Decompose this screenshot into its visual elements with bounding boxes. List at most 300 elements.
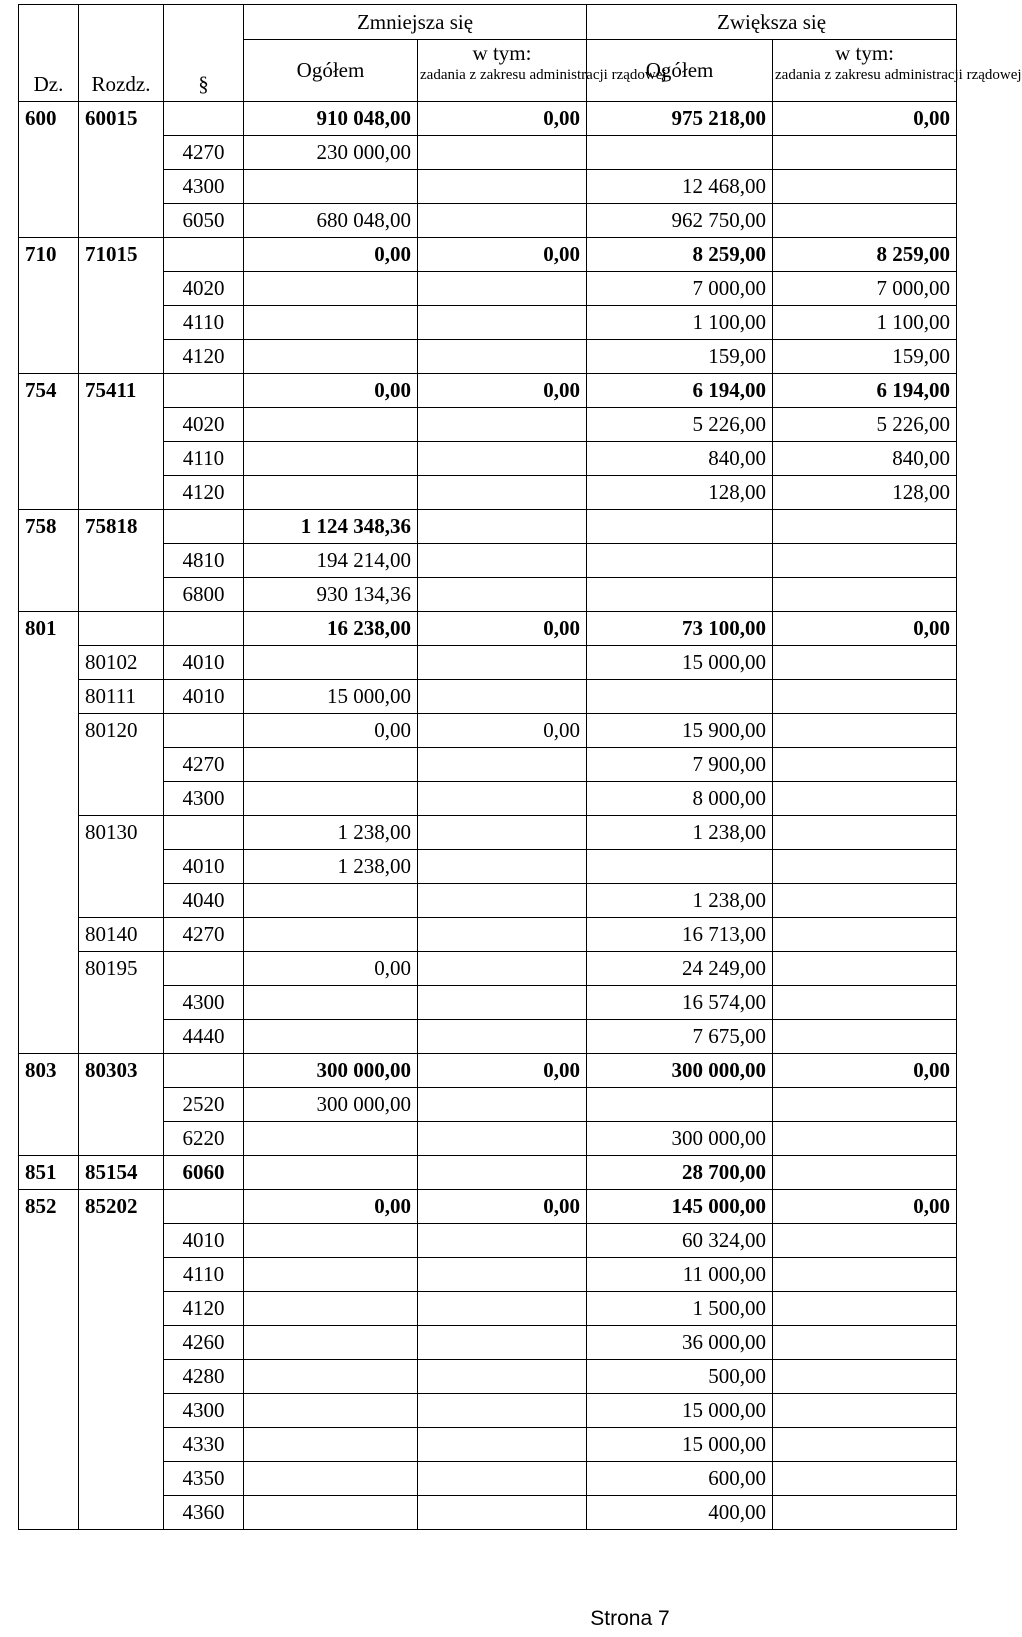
cell-dz — [19, 306, 79, 340]
cell-paragraph: 4360 — [164, 1496, 244, 1530]
increase-in-that-label: w tym: — [773, 40, 957, 68]
cell-dz — [19, 748, 79, 782]
header-corner — [19, 5, 79, 40]
cell-decrease-total — [244, 1462, 418, 1496]
cell-dz — [19, 1428, 79, 1462]
cell-rozdz: 80111 — [79, 680, 164, 714]
cell-decrease-total: 194 214,00 — [244, 544, 418, 578]
cell-paragraph: 6220 — [164, 1122, 244, 1156]
cell-increase-total: 840,00 — [587, 442, 773, 476]
decrease-header: Zmniejsza się — [244, 5, 587, 40]
cell-paragraph: 4280 — [164, 1360, 244, 1394]
table-row — [19, 1190, 957, 1224]
cell-increase-gov — [773, 986, 957, 1020]
cell-decrease-total — [244, 646, 418, 680]
cell-decrease-total — [244, 1122, 418, 1156]
cell-decrease-total — [244, 884, 418, 918]
cell-increase-gov — [773, 204, 957, 238]
cell-paragraph: 4020 — [164, 272, 244, 306]
cell-decrease-total: 0,00 — [244, 1190, 418, 1224]
cell-dz — [19, 1360, 79, 1394]
cell-decrease-gov — [418, 408, 587, 442]
cell-increase-gov — [773, 1360, 957, 1394]
cell-decrease-gov — [418, 1462, 587, 1496]
cell-dz — [19, 578, 79, 612]
table-row — [19, 1224, 957, 1258]
cell-rozdz — [79, 1394, 164, 1428]
cell-decrease-total — [244, 1496, 418, 1530]
cell-paragraph: 6800 — [164, 578, 244, 612]
cell-decrease-total: 0,00 — [244, 374, 418, 408]
cell-decrease-gov — [418, 578, 587, 612]
cell-rozdz: 71015 — [79, 238, 164, 272]
cell-rozdz — [79, 306, 164, 340]
cell-paragraph: 4260 — [164, 1326, 244, 1360]
table-row — [19, 238, 957, 272]
cell-decrease-gov: 0,00 — [418, 714, 587, 748]
increase-gov-tasks-header: zadania z zakresu administracji rządowej — [773, 67, 957, 102]
cell-rozdz — [79, 782, 164, 816]
cell-decrease-gov — [418, 952, 587, 986]
table-row — [19, 272, 957, 306]
cell-dz — [19, 1496, 79, 1530]
cell-rozdz — [79, 442, 164, 476]
cell-dz — [19, 1292, 79, 1326]
cell-increase-gov — [773, 170, 957, 204]
cell-decrease-gov — [418, 1088, 587, 1122]
cell-increase-gov — [773, 714, 957, 748]
cell-increase-total: 300 000,00 — [587, 1122, 773, 1156]
cell-decrease-total: 1 124 348,36 — [244, 510, 418, 544]
increase-header: Zwiększa się — [587, 5, 957, 40]
cell-increase-gov: 1 100,00 — [773, 306, 957, 340]
cell-paragraph — [164, 102, 244, 136]
rozdz-header: Rozdz. — [79, 67, 164, 102]
increase-total-header: Ogółem — [587, 40, 773, 102]
cell-increase-total: 7 675,00 — [587, 1020, 773, 1054]
cell-rozdz: 80195 — [79, 952, 164, 986]
cell-increase-gov — [773, 1258, 957, 1292]
cell-dz — [19, 884, 79, 918]
cell-decrease-total: 0,00 — [244, 952, 418, 986]
cell-increase-gov: 0,00 — [773, 1054, 957, 1088]
table-row — [19, 1394, 957, 1428]
page-number: Strona 7 — [590, 1607, 670, 1630]
cell-dz — [19, 544, 79, 578]
cell-paragraph: 4010 — [164, 1224, 244, 1258]
cell-decrease-gov — [418, 476, 587, 510]
cell-decrease-gov — [418, 986, 587, 1020]
cell-paragraph: 4300 — [164, 782, 244, 816]
cell-decrease-total: 15 000,00 — [244, 680, 418, 714]
cell-increase-gov: 0,00 — [773, 612, 957, 646]
cell-rozdz: 80120 — [79, 714, 164, 748]
table-row — [19, 408, 957, 442]
cell-dz — [19, 204, 79, 238]
cell-decrease-gov — [418, 340, 587, 374]
cell-decrease-gov: 0,00 — [418, 238, 587, 272]
cell-decrease-total: 16 238,00 — [244, 612, 418, 646]
cell-decrease-gov — [418, 748, 587, 782]
cell-decrease-gov — [418, 1394, 587, 1428]
table-row — [19, 1088, 957, 1122]
cell-rozdz — [79, 1360, 164, 1394]
cell-increase-gov — [773, 1224, 957, 1258]
cell-rozdz — [79, 1292, 164, 1326]
table-row — [19, 850, 957, 884]
table-row — [19, 306, 957, 340]
cell-dz: 803 — [19, 1054, 79, 1088]
cell-rozdz — [79, 408, 164, 442]
cell-rozdz: 85154 — [79, 1156, 164, 1190]
cell-increase-gov — [773, 816, 957, 850]
cell-dz — [19, 782, 79, 816]
cell-rozdz — [79, 612, 164, 646]
cell-decrease-total — [244, 306, 418, 340]
cell-increase-total: 8 259,00 — [587, 238, 773, 272]
cell-dz — [19, 476, 79, 510]
table-row — [19, 578, 957, 612]
cell-paragraph: 4010 — [164, 850, 244, 884]
cell-paragraph — [164, 1190, 244, 1224]
cell-increase-gov — [773, 680, 957, 714]
cell-decrease-gov — [418, 646, 587, 680]
cell-increase-total: 73 100,00 — [587, 612, 773, 646]
cell-decrease-total: 300 000,00 — [244, 1088, 418, 1122]
cell-increase-total: 962 750,00 — [587, 204, 773, 238]
table-header — [19, 5, 1022, 102]
cell-rozdz: 60015 — [79, 102, 164, 136]
cell-decrease-total — [244, 1258, 418, 1292]
cell-increase-total: 400,00 — [587, 1496, 773, 1530]
cell-paragraph: 4300 — [164, 986, 244, 1020]
cell-dz — [19, 850, 79, 884]
table-row — [19, 510, 957, 544]
cell-increase-gov — [773, 1088, 957, 1122]
cell-increase-total: 1 238,00 — [587, 816, 773, 850]
cell-paragraph: 4120 — [164, 1292, 244, 1326]
cell-increase-gov: 5 226,00 — [773, 408, 957, 442]
cell-increase-gov: 0,00 — [773, 1190, 957, 1224]
cell-decrease-total — [244, 476, 418, 510]
cell-decrease-gov: 0,00 — [418, 612, 587, 646]
table-row — [19, 918, 957, 952]
cell-increase-total — [587, 544, 773, 578]
table-row — [19, 1156, 957, 1190]
cell-increase-total — [587, 850, 773, 884]
table-row — [19, 476, 957, 510]
cell-increase-total: 300 000,00 — [587, 1054, 773, 1088]
cell-dz: 851 — [19, 1156, 79, 1190]
cell-increase-gov — [773, 1496, 957, 1530]
cell-decrease-gov — [418, 1258, 587, 1292]
cell-paragraph: 4270 — [164, 136, 244, 170]
cell-decrease-total — [244, 170, 418, 204]
cell-increase-gov — [773, 1156, 957, 1190]
cell-decrease-gov — [418, 782, 587, 816]
cell-increase-total: 12 468,00 — [587, 170, 773, 204]
cell-decrease-gov — [418, 1020, 587, 1054]
cell-increase-gov — [773, 952, 957, 986]
cell-paragraph — [164, 816, 244, 850]
cell-paragraph: 4270 — [164, 748, 244, 782]
cell-decrease-total — [244, 748, 418, 782]
cell-dz: 710 — [19, 238, 79, 272]
cell-paragraph — [164, 612, 244, 646]
cell-dz — [19, 1462, 79, 1496]
table-row — [19, 612, 957, 646]
cell-decrease-total — [244, 1224, 418, 1258]
cell-rozdz — [79, 1088, 164, 1122]
cell-decrease-gov — [418, 850, 587, 884]
cell-rozdz: 80102 — [79, 646, 164, 680]
cell-increase-gov — [773, 1020, 957, 1054]
table-row — [19, 816, 957, 850]
cell-dz — [19, 170, 79, 204]
cell-increase-gov: 7 000,00 — [773, 272, 957, 306]
cell-decrease-total — [244, 408, 418, 442]
cell-paragraph: 4270 — [164, 918, 244, 952]
cell-increase-gov — [773, 1462, 957, 1496]
cell-increase-gov — [773, 1122, 957, 1156]
cell-increase-total — [587, 136, 773, 170]
cell-decrease-gov — [418, 680, 587, 714]
cell-increase-total: 24 249,00 — [587, 952, 773, 986]
decrease-gov-tasks-header: zadania z zakresu administracji rządowej — [418, 67, 587, 102]
table-row — [19, 884, 957, 918]
cell-increase-gov — [773, 884, 957, 918]
cell-decrease-total: 1 238,00 — [244, 850, 418, 884]
cell-increase-total: 1 238,00 — [587, 884, 773, 918]
cell-dz: 754 — [19, 374, 79, 408]
table-row — [19, 986, 957, 1020]
cell-rozdz — [79, 1428, 164, 1462]
cell-rozdz — [79, 1122, 164, 1156]
cell-decrease-total — [244, 1156, 418, 1190]
cell-increase-gov — [773, 1428, 957, 1462]
table-row — [19, 102, 957, 136]
cell-rozdz — [79, 1326, 164, 1360]
table-row — [19, 1428, 957, 1462]
cell-dz — [19, 1088, 79, 1122]
cell-decrease-total: 1 238,00 — [244, 816, 418, 850]
cell-increase-gov — [773, 510, 957, 544]
cell-paragraph — [164, 238, 244, 272]
cell-rozdz: 80303 — [79, 1054, 164, 1088]
table-row — [19, 1054, 957, 1088]
cell-dz — [19, 816, 79, 850]
decrease-in-that-label: w tym: — [418, 40, 587, 68]
cell-decrease-gov — [418, 884, 587, 918]
cell-rozdz — [79, 1258, 164, 1292]
cell-increase-total: 7 000,00 — [587, 272, 773, 306]
cell-decrease-gov — [418, 1156, 587, 1190]
cell-increase-gov — [773, 1394, 957, 1428]
cell-paragraph: 4010 — [164, 646, 244, 680]
cell-decrease-total: 230 000,00 — [244, 136, 418, 170]
cell-increase-gov — [773, 850, 957, 884]
cell-increase-total: 8 000,00 — [587, 782, 773, 816]
cell-increase-gov — [773, 578, 957, 612]
cell-rozdz — [79, 748, 164, 782]
cell-increase-gov — [773, 646, 957, 680]
cell-rozdz — [79, 136, 164, 170]
budget-changes-table — [18, 4, 1022, 1530]
cell-dz: 600 — [19, 102, 79, 136]
cell-decrease-gov — [418, 306, 587, 340]
cell-decrease-total — [244, 442, 418, 476]
cell-rozdz — [79, 476, 164, 510]
cell-rozdz — [79, 544, 164, 578]
cell-rozdz — [79, 884, 164, 918]
cell-paragraph — [164, 1054, 244, 1088]
table-row — [19, 442, 957, 476]
cell-rozdz — [79, 850, 164, 884]
cell-rozdz: 75411 — [79, 374, 164, 408]
cell-paragraph: 2520 — [164, 1088, 244, 1122]
cell-rozdz — [79, 170, 164, 204]
cell-increase-total — [587, 510, 773, 544]
table-row — [19, 1360, 957, 1394]
cell-dz: 852 — [19, 1190, 79, 1224]
cell-paragraph: 4110 — [164, 442, 244, 476]
table-row — [19, 1292, 957, 1326]
cell-decrease-gov — [418, 442, 587, 476]
cell-decrease-total: 930 134,36 — [244, 578, 418, 612]
cell-decrease-total — [244, 1394, 418, 1428]
cell-increase-gov: 6 194,00 — [773, 374, 957, 408]
cell-increase-total — [587, 578, 773, 612]
table-row — [19, 714, 957, 748]
cell-rozdz — [79, 1020, 164, 1054]
cell-dz — [19, 442, 79, 476]
table-row — [19, 204, 957, 238]
cell-rozdz: 80140 — [79, 918, 164, 952]
cell-increase-total: 7 900,00 — [587, 748, 773, 782]
cell-paragraph: 4440 — [164, 1020, 244, 1054]
cell-increase-gov — [773, 918, 957, 952]
cell-increase-total: 36 000,00 — [587, 1326, 773, 1360]
cell-decrease-gov — [418, 272, 587, 306]
cell-increase-total: 28 700,00 — [587, 1156, 773, 1190]
cell-increase-total: 15 000,00 — [587, 1428, 773, 1462]
cell-dz — [19, 1394, 79, 1428]
table-row — [19, 1326, 957, 1360]
cell-increase-total — [587, 680, 773, 714]
cell-increase-total: 5 226,00 — [587, 408, 773, 442]
cell-dz — [19, 1258, 79, 1292]
table-row — [19, 170, 957, 204]
cell-decrease-gov: 0,00 — [418, 1054, 587, 1088]
cell-decrease-gov — [418, 1428, 587, 1462]
cell-dz — [19, 136, 79, 170]
cell-increase-total: 975 218,00 — [587, 102, 773, 136]
cell-paragraph — [164, 374, 244, 408]
cell-dz — [19, 408, 79, 442]
cell-decrease-total — [244, 1360, 418, 1394]
cell-dz — [19, 1020, 79, 1054]
table-row — [19, 748, 957, 782]
cell-decrease-gov — [418, 1224, 587, 1258]
cell-decrease-gov — [418, 1122, 587, 1156]
cell-dz — [19, 646, 79, 680]
cell-increase-gov — [773, 782, 957, 816]
cell-increase-total: 16 713,00 — [587, 918, 773, 952]
cell-increase-total — [587, 1088, 773, 1122]
table-row — [19, 1496, 957, 1530]
cell-increase-gov: 8 259,00 — [773, 238, 957, 272]
cell-rozdz — [79, 1496, 164, 1530]
table-row — [19, 1258, 957, 1292]
cell-dz — [19, 1122, 79, 1156]
cell-decrease-gov: 0,00 — [418, 374, 587, 408]
cell-increase-total: 15 000,00 — [587, 646, 773, 680]
cell-increase-total: 159,00 — [587, 340, 773, 374]
cell-increase-total: 15 900,00 — [587, 714, 773, 748]
cell-dz — [19, 272, 79, 306]
table-row — [19, 646, 957, 680]
cell-rozdz — [79, 204, 164, 238]
cell-paragraph: 4040 — [164, 884, 244, 918]
table-row — [19, 374, 957, 408]
cell-paragraph: 4350 — [164, 1462, 244, 1496]
cell-decrease-gov — [418, 544, 587, 578]
table-row — [19, 952, 957, 986]
cell-increase-total: 500,00 — [587, 1360, 773, 1394]
cell-increase-gov — [773, 1292, 957, 1326]
table-row — [19, 136, 957, 170]
cell-paragraph — [164, 510, 244, 544]
cell-dz — [19, 340, 79, 374]
cell-rozdz: 75818 — [79, 510, 164, 544]
cell-decrease-gov — [418, 136, 587, 170]
header-spacer — [164, 40, 244, 68]
cell-paragraph: 4810 — [164, 544, 244, 578]
cell-increase-gov — [773, 544, 957, 578]
cell-increase-total: 6 194,00 — [587, 374, 773, 408]
cell-increase-gov: 159,00 — [773, 340, 957, 374]
cell-dz — [19, 918, 79, 952]
cell-paragraph — [164, 952, 244, 986]
cell-decrease-total: 910 048,00 — [244, 102, 418, 136]
cell-increase-total: 16 574,00 — [587, 986, 773, 1020]
cell-paragraph: 6050 — [164, 204, 244, 238]
cell-decrease-total: 0,00 — [244, 238, 418, 272]
cell-increase-total: 11 000,00 — [587, 1258, 773, 1292]
cell-decrease-total — [244, 918, 418, 952]
cell-paragraph: 4020 — [164, 408, 244, 442]
cell-rozdz: 85202 — [79, 1190, 164, 1224]
header-corner — [79, 5, 164, 40]
cell-increase-total: 1 500,00 — [587, 1292, 773, 1326]
cell-increase-total: 128,00 — [587, 476, 773, 510]
cell-paragraph — [164, 714, 244, 748]
cell-decrease-total — [244, 1326, 418, 1360]
cell-increase-total: 600,00 — [587, 1462, 773, 1496]
table-row — [19, 1462, 957, 1496]
cell-decrease-gov — [418, 1496, 587, 1530]
cell-decrease-gov — [418, 204, 587, 238]
table-row — [19, 544, 957, 578]
cell-dz — [19, 952, 79, 986]
cell-dz — [19, 1326, 79, 1360]
cell-paragraph: 6060 — [164, 1156, 244, 1190]
cell-increase-gov — [773, 136, 957, 170]
cell-decrease-total: 0,00 — [244, 714, 418, 748]
decrease-total-header: Ogółem — [244, 40, 418, 102]
cell-dz — [19, 714, 79, 748]
table-row — [19, 680, 957, 714]
